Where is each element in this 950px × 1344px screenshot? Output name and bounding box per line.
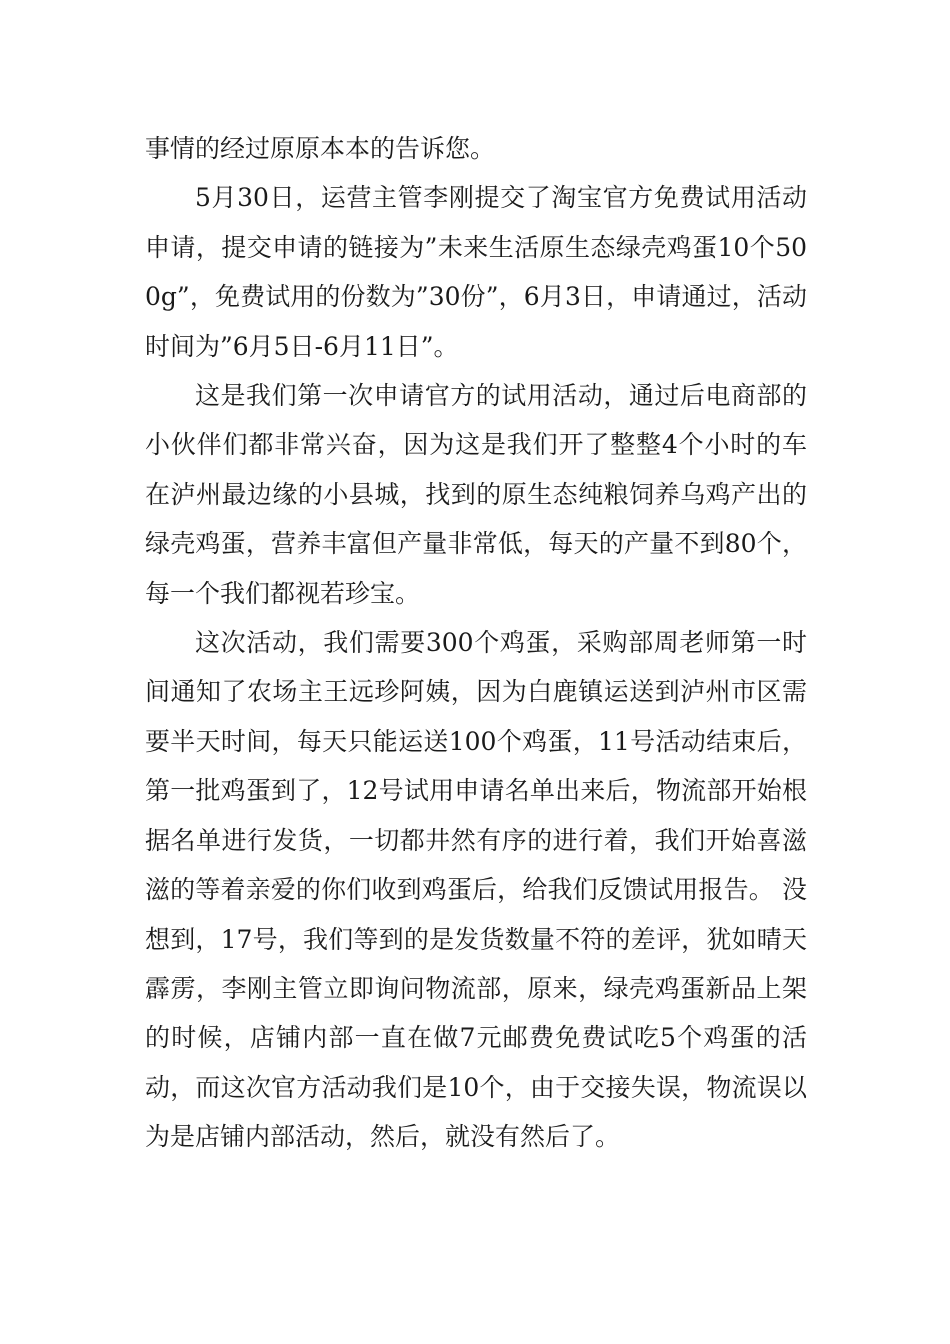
paragraph-2: 5月30日，运营主管李刚提交了淘宝官方免费试用活动申请，提交申请的链接为”未来生活原生态绿壳鸡蛋10个500g”，免费试用的份数为”30份”，6月3日，申请通过，活动时间为”6月5日-6月11日”。 — [145, 183, 807, 361]
paragraph-1: 事情的经过原原本本的告诉您。 — [145, 134, 496, 163]
document-body — [145, 124, 807, 1162]
paragraph-3: 这是我们第一次申请官方的试用活动，通过后电商部的小伙伴们都非常兴奋，因为这是我们开了整整4个小时的车在泸州最边缘的小县城，找到的原生态纯粮饲养乌鸡产出的绿壳鸡蛋，营养丰富但产量非常低，每天的产量不到80个，每一个我们都视若珍宝。 — [145, 381, 807, 608]
paragraph-4: 这次活动，我们需要300个鸡蛋，采购部周老师第一时间通知了农场主王远珍阿姨，因为白鹿镇运送到泸州市区需要半天时间，每天只能运送100个鸡蛋，11号活动结束后，第一批鸡蛋到了，12号试用申请名单出来后，物流部开始根据名单进行发货，一切都井然有序的进行着，我们开始喜滋滋的等着亲爱的你们收到鸡蛋后，给我们反馈试用报告。 没想到，17号，我们等到的是发货数量不符的差评，犹如晴天霹雳，李刚主管立即询问物流部，原来，绿壳鸡蛋新品上架的时候，店铺内部一直在做7元邮费免费试吃5个鸡蛋的活动，而这次官方活动我们是10个，由于交接失误，物流误以为是店铺内部活动，然后，就没有然后了。 — [145, 628, 807, 1152]
